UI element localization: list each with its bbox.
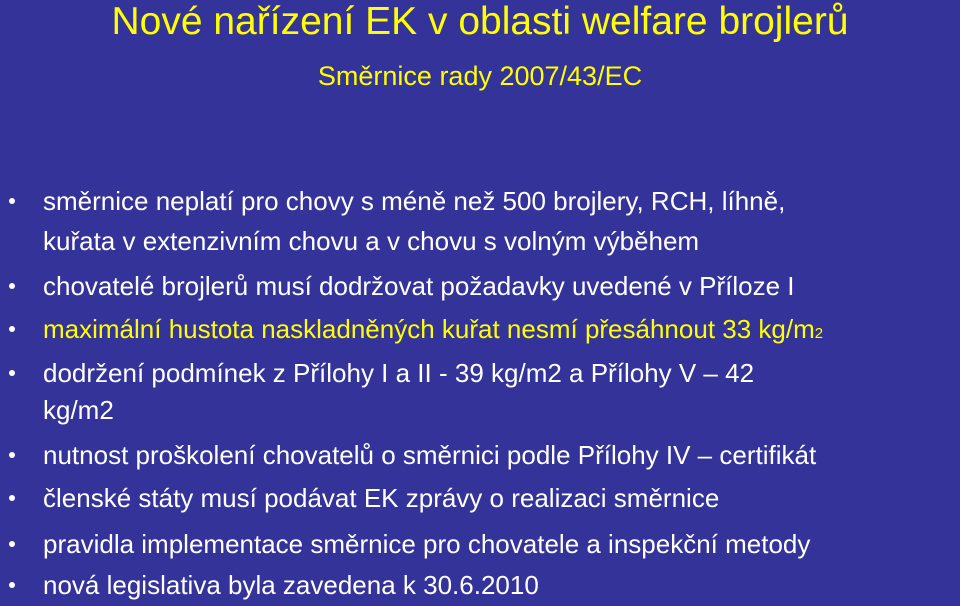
bullet-dot-icon — [9, 283, 15, 289]
slide-title: Nové nařízení EK v oblasti welfare brojlerů — [111, 0, 849, 43]
bullet-text: pravidla implementace směrnice pro chovatele a inspekční metody — [43, 529, 811, 559]
bullet-dot-icon — [9, 198, 15, 204]
bullet-text: členské státy musí podávat EK zprávy o realizaci směrnice — [43, 483, 720, 513]
bullet-dot-icon — [9, 541, 15, 547]
bullet-dot-icon — [9, 326, 15, 332]
bullet-text: nutnost proškolení chovatelů o směrnici podle Přílohy IV – certifikát — [43, 440, 817, 470]
bullet-text-continuation: kg/m2 — [43, 395, 114, 425]
bullet-dot-icon — [9, 582, 15, 588]
bullet-dot-icon — [9, 452, 15, 458]
unit-subscript: 2 — [814, 325, 824, 342]
bullet-text: směrnice neplatí pro chovy s méně než 500 brojlery, RCH, líhně, — [43, 186, 786, 216]
slide-subtitle: Směrnice rady 2007/43/EC — [317, 61, 643, 91]
bullet-text: dodržení podmínek z Přílohy I a II - 39 kg/m2 a Přílohy V – 42 — [43, 358, 755, 388]
bullet-dot-icon — [9, 495, 15, 501]
bullet-text-main: maximální hustota naskladněných kuřat nesmí přesáhnout 33 kg/m — [43, 314, 815, 344]
bullet-text-continuation: kuřata v extenzivním chovu a v chovu s volným výběhem — [43, 226, 700, 256]
bullet-text: chovatelé brojlerů musí dodržovat požadavky uvedené v Příloze I — [43, 271, 795, 301]
bullet-text-highlight — [43, 308, 960, 355]
bullet-dot-icon — [9, 370, 15, 376]
bullet-text: nová legislativa byla zavedena k 30.6.2010 — [43, 570, 539, 600]
